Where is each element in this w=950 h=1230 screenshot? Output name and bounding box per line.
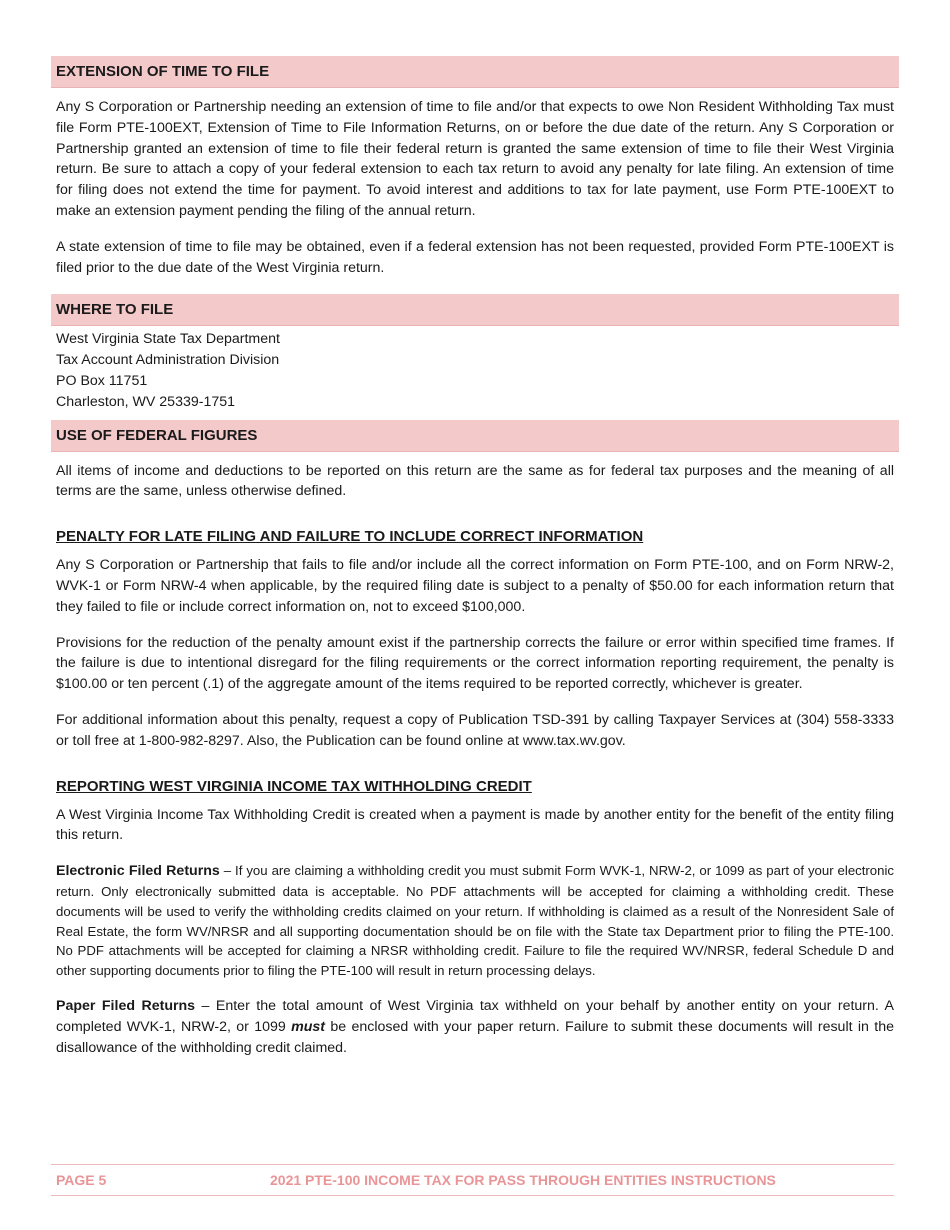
electronic-filed-lead: Electronic Filed Returns	[56, 863, 220, 880]
mailing-address	[51, 329, 899, 412]
penalty-paragraph-2: Provisions for the reduction of the penalty amount exist if the partnership corrects the failure or error within specified time frames. If the failure is due to intentional disregard for the filing requirements or the correct information reporting requirement, the penalty is $100.00 or ten percent (.1) of the aggregate amount of the items required to be reported correctly, whichever is greater.	[56, 634, 894, 693]
page-number: PAGE 5	[56, 1172, 107, 1188]
section-heading-extension: EXTENSION OF TIME TO FILE	[51, 56, 899, 88]
paper-filed-text-1: – Enter the total amount of West Virginia tax withheld on your behalf by another entity on your return. A completed WVK-1, NRW-2, or 1099	[56, 997, 894, 1035]
footer-title: 2021 PTE-100 INCOME TAX FOR PASS THROUGH ENTITIES INSTRUCTIONS	[270, 1172, 776, 1188]
address-line: Charleston, WV 25339-1751	[56, 393, 236, 410]
section-heading-where-to-file: WHERE TO FILE	[51, 294, 899, 326]
electronic-filed-paragraph	[56, 861, 894, 981]
section-heading-federal-figures: USE OF FEDERAL FIGURES	[51, 420, 899, 452]
withholding-paragraph-1: A West Virginia Income Tax Withholding Credit is created when a payment is made by another entity for the benefit of the entity filing this return.	[56, 806, 894, 844]
page-footer	[51, 1164, 894, 1196]
electronic-filed-text: – If you are claiming a withholding credit you must submit Form WVK-1, NRW-2, or 1099 as part of your electronic return. Only electronically submitted data is acceptable. No PDF attachments will be accepted for claiming a withholding credit. These documents will be used to verify the withholding credits claimed on your return. If withholding is claimed as a result of the Nonresident Sale of Real Estate, the form WV/NRSR and all supporting documentation should be on file with the State tax Department prior to filing the PTE-100. No PDF attachments will be accepted for claiming a NRSR withholding credit. Failure to file the required WV/NRSR, federal Schedule D and other supporting documents prior to filing the PTE-100 will result in return processing delays.	[56, 863, 894, 979]
section-heading-penalty: PENALTY FOR LATE FILING AND FAILURE TO INCLUDE CORRECT INFORMATION	[56, 528, 644, 546]
paper-filed-text-2: be enclosed with your paper return. Failure to submit these documents will result in the disallowance of the withholding credit claimed.	[56, 1018, 894, 1056]
federal-paragraph-1: All items of income and deductions to be reported on this return are the same as for federal tax purposes and the meaning of all terms are the same, unless otherwise defined.	[56, 462, 894, 500]
paper-filed-paragraph	[56, 996, 894, 1058]
penalty-paragraph-3: For additional information about this penalty, request a copy of Publication TSD-391 by calling Taxpayer Services at (304) 558-3333 or toll free at 1-800-982-8297. Also, the Publication can be found online at www.tax.wv.gov.	[56, 711, 894, 749]
paper-filed-must: must	[291, 1018, 326, 1035]
section-heading-withholding: REPORTING WEST VIRGINIA INCOME TAX WITHHOLDING CREDIT	[56, 777, 532, 795]
address-line: Tax Account Administration Division	[56, 352, 280, 369]
extension-paragraph-1: Any S Corporation or Partnership needing an extension of time to file and/or that expects to owe Non Resident Withholding Tax must file Form PTE-100EXT, Extension of Time to File Information Returns, on or before the due date of the return. Any S Corporation or Partnership granted an extension of time to file their federal return is granted the same extension of time to file their West Virginia return. Be sure to attach a copy of your federal extension to each tax return to avoid any penalty for late filing. An extension of time for filing does not extend the time for payment. To avoid interest and additions to tax for late payment, use Form PTE-100EXT to make an extension payment pending the filing of the annual return.	[56, 99, 894, 219]
address-line: PO Box 11751	[56, 372, 148, 389]
extension-paragraph-2: A state extension of time to file may be obtained, even if a federal extension has not been requested, provided Form PTE-100EXT is filed prior to the due date of the West Virginia return.	[56, 238, 894, 276]
document-page	[51, 56, 899, 1058]
paper-filed-lead: Paper Filed Returns	[56, 997, 196, 1014]
address-line: West Virginia State Tax Department	[56, 331, 280, 348]
penalty-paragraph-1: Any S Corporation or Partnership that fails to file and/or include all the correct information on Form PTE-100, and on Form NRW-2, WVK-1 or Form NRW-4 when applicable, by the required filing date is subject to a penalty of $50.00 for each information return that they failed to file or include correct information on, not to exceed $100,000.	[56, 557, 894, 615]
